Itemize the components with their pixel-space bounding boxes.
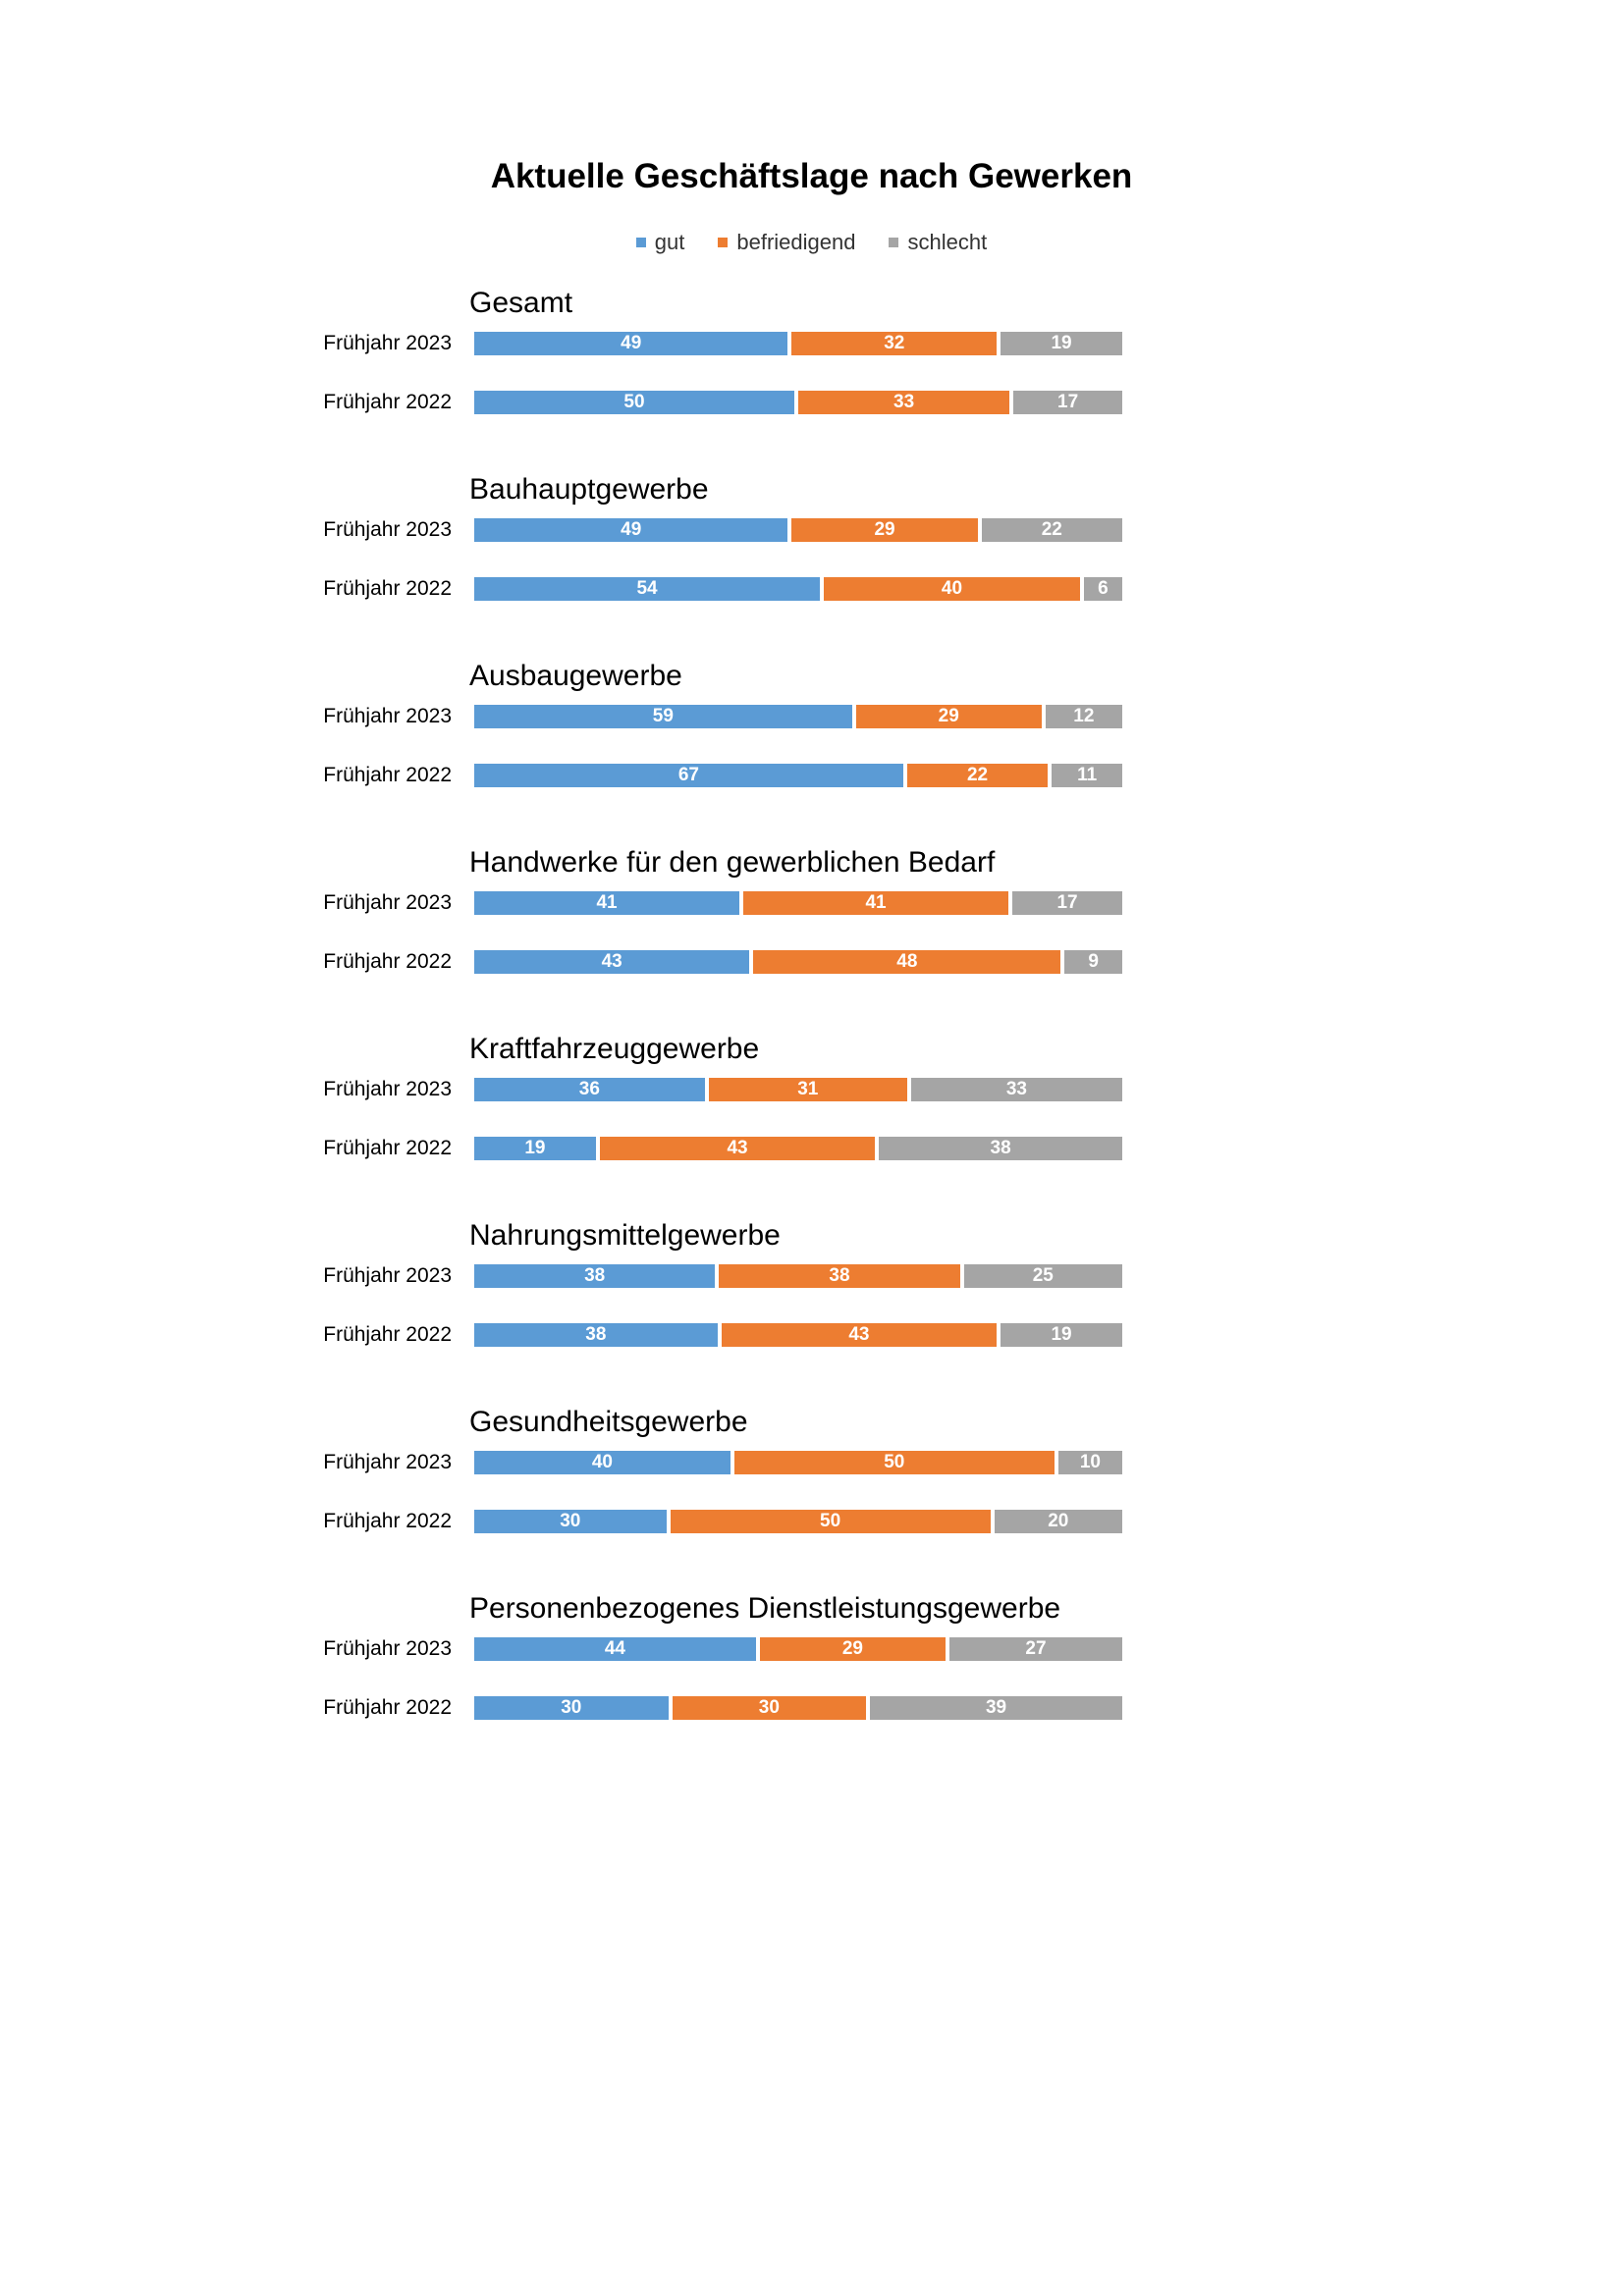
bar-track	[474, 1451, 1122, 1474]
panel-title: Bauhauptgewerbe	[469, 473, 709, 506]
bar-segment-befriedigend	[907, 764, 1048, 787]
bar-track	[474, 705, 1122, 728]
bar-segment-gut	[474, 705, 852, 728]
data-label: 36	[578, 1079, 600, 1099]
bar-track	[474, 577, 1122, 601]
bar-segment-schlecht	[1013, 391, 1122, 414]
data-label: 41	[865, 892, 887, 913]
legend-label-gut: gut	[654, 230, 685, 254]
bar-segment-schlecht	[1064, 950, 1122, 974]
data-label: 6	[1098, 578, 1109, 599]
bar-track	[474, 950, 1122, 974]
data-label: 30	[560, 1511, 581, 1531]
row-label: Frühjahr 2022	[323, 1323, 452, 1346]
chart-title: Aktuelle Geschäftslage nach Gewerken	[490, 157, 1133, 195]
bar-segment-gut	[474, 1137, 596, 1160]
data-label: 43	[727, 1138, 748, 1158]
data-label: 32	[884, 333, 905, 353]
bar-segment-befriedigend	[791, 518, 977, 542]
bar-segment-gut	[474, 518, 787, 542]
panel-1	[0, 473, 1623, 640]
panel-title: Personenbezogenes Dienstleistungsgewerbe	[469, 1592, 1061, 1625]
row-label: Frühjahr 2023	[323, 891, 452, 914]
bar-segment-schlecht	[964, 1264, 1122, 1288]
bar-track	[474, 1637, 1122, 1661]
data-label: 17	[1056, 892, 1078, 913]
data-label: 48	[896, 951, 918, 972]
data-label: 22	[966, 765, 989, 785]
data-label: 50	[623, 392, 645, 412]
bar-track	[474, 391, 1122, 414]
bar-segment-befriedigend	[734, 1451, 1055, 1474]
data-label: 38	[829, 1265, 850, 1286]
data-label: 38	[584, 1265, 606, 1286]
bar-segment-gut	[474, 1637, 756, 1661]
data-label: 29	[841, 1638, 863, 1659]
bar-segment-gut	[474, 764, 903, 787]
row-label: Frühjahr 2022	[323, 391, 452, 413]
row-label: Frühjahr 2022	[323, 1696, 452, 1719]
bar-track	[474, 1137, 1122, 1160]
bar-segment-schlecht	[870, 1696, 1122, 1720]
bar-segment-gut	[474, 1451, 730, 1474]
data-label: 12	[1073, 706, 1095, 726]
data-label: 9	[1088, 951, 1099, 972]
bar-track	[474, 764, 1122, 787]
row-label: Frühjahr 2023	[323, 1637, 452, 1660]
legend-label-schlecht: schlecht	[907, 230, 988, 254]
data-label: 19	[1051, 1324, 1072, 1345]
row-label: Frühjahr 2023	[323, 705, 452, 727]
row-label: Frühjahr 2022	[323, 764, 452, 786]
panel-5	[0, 1219, 1623, 1386]
data-label: 22	[1041, 519, 1062, 540]
data-label: 31	[797, 1079, 819, 1099]
panel-0	[0, 287, 1623, 454]
panel-title: Gesundheitsgewerbe	[469, 1406, 748, 1438]
bar-track	[474, 1510, 1122, 1533]
data-label: 39	[985, 1697, 1007, 1718]
bar-segment-gut	[474, 950, 749, 974]
legend-label-befriedigend: befriedigend	[736, 230, 856, 254]
panel-6	[0, 1406, 1623, 1573]
data-label: 54	[636, 578, 658, 599]
data-label: 33	[893, 392, 915, 412]
bar-segment-gut	[474, 891, 739, 915]
bar-segment-schlecht	[1001, 332, 1122, 355]
data-label: 29	[938, 706, 959, 726]
bar-segment-befriedigend	[743, 891, 1008, 915]
bar-segment-befriedigend	[719, 1264, 959, 1288]
row-label: Frühjahr 2023	[323, 1451, 452, 1473]
bar-segment-befriedigend	[722, 1323, 997, 1347]
bar-segment-schlecht	[1012, 891, 1122, 915]
bar-segment-schlecht	[1046, 705, 1122, 728]
panel-title: Kraftfahrzeuggewerbe	[469, 1033, 760, 1065]
bar-segment-schlecht	[982, 518, 1122, 542]
bar-segment-gut	[474, 1323, 718, 1347]
data-label: 20	[1048, 1511, 1069, 1531]
bar-segment-gut	[474, 391, 794, 414]
data-label: 50	[884, 1452, 905, 1472]
bar-segment-gut	[474, 1264, 715, 1288]
bar-segment-schlecht	[1001, 1323, 1122, 1347]
bar-segment-schlecht	[949, 1637, 1122, 1661]
bar-track	[474, 332, 1122, 355]
bar-segment-befriedigend	[760, 1637, 946, 1661]
row-label: Frühjahr 2022	[323, 1137, 452, 1159]
panel-4	[0, 1033, 1623, 1200]
bar-track	[474, 1078, 1122, 1101]
data-label: 25	[1032, 1265, 1054, 1286]
data-label: 43	[848, 1324, 870, 1345]
row-label: Frühjahr 2023	[323, 1078, 452, 1100]
data-label: 29	[874, 519, 895, 540]
bar-segment-gut	[474, 1078, 705, 1101]
bar-track	[474, 891, 1122, 915]
data-label: 30	[758, 1697, 780, 1718]
bar-segment-befriedigend	[709, 1078, 907, 1101]
panel-title: Nahrungsmittelgewerbe	[469, 1219, 781, 1252]
row-label: Frühjahr 2023	[323, 1264, 452, 1287]
panel-2	[0, 660, 1623, 827]
bar-track	[474, 1696, 1122, 1720]
data-label: 49	[621, 333, 642, 353]
bar-segment-gut	[474, 1510, 667, 1533]
data-label: 44	[604, 1638, 625, 1659]
bar-segment-schlecht	[1052, 764, 1122, 787]
bar-track	[474, 1264, 1122, 1288]
data-label: 30	[561, 1697, 582, 1718]
panel-3	[0, 846, 1623, 1013]
bar-segment-schlecht	[1058, 1451, 1122, 1474]
bar-segment-gut	[474, 332, 787, 355]
bar-track	[474, 1323, 1122, 1347]
data-label: 19	[524, 1138, 546, 1158]
data-label: 59	[652, 706, 674, 726]
data-label: 40	[591, 1452, 613, 1472]
row-label: Frühjahr 2023	[323, 332, 452, 354]
data-label: 41	[596, 892, 618, 913]
bar-segment-befriedigend	[798, 391, 1009, 414]
bar-segment-schlecht	[879, 1137, 1122, 1160]
row-label: Frühjahr 2022	[323, 950, 452, 973]
bar-segment-befriedigend	[824, 577, 1080, 601]
bar-segment-schlecht	[1084, 577, 1122, 601]
row-label: Frühjahr 2022	[323, 577, 452, 600]
bar-segment-befriedigend	[673, 1696, 867, 1720]
row-label: Frühjahr 2022	[323, 1510, 452, 1532]
data-label: 33	[1005, 1079, 1027, 1099]
data-label: 38	[990, 1138, 1011, 1158]
bar-segment-gut	[474, 1696, 669, 1720]
bar-segment-schlecht	[911, 1078, 1122, 1101]
row-label: Frühjahr 2023	[323, 518, 452, 541]
data-label: 50	[820, 1511, 841, 1531]
bar-segment-befriedigend	[791, 332, 997, 355]
panel-title: Ausbaugewerbe	[469, 660, 682, 692]
data-label: 11	[1077, 765, 1098, 785]
data-label: 17	[1057, 392, 1079, 412]
bar-track	[474, 518, 1122, 542]
panel-7	[0, 1592, 1623, 1759]
data-label: 19	[1051, 333, 1072, 353]
bar-segment-befriedigend	[671, 1510, 991, 1533]
panel-title: Handwerke für den gewerblichen Bedarf	[469, 846, 996, 879]
data-label: 40	[941, 578, 963, 599]
bar-segment-gut	[474, 577, 820, 601]
data-label: 10	[1079, 1452, 1101, 1472]
data-label: 43	[601, 951, 622, 972]
panel-title: Gesamt	[469, 287, 573, 319]
bar-segment-befriedigend	[753, 950, 1060, 974]
data-label: 67	[677, 765, 699, 785]
bar-segment-schlecht	[995, 1510, 1122, 1533]
data-label: 38	[585, 1324, 607, 1345]
bar-segment-befriedigend	[856, 705, 1042, 728]
bar-segment-befriedigend	[600, 1137, 875, 1160]
data-label: 49	[621, 519, 642, 540]
data-label: 27	[1025, 1638, 1047, 1659]
